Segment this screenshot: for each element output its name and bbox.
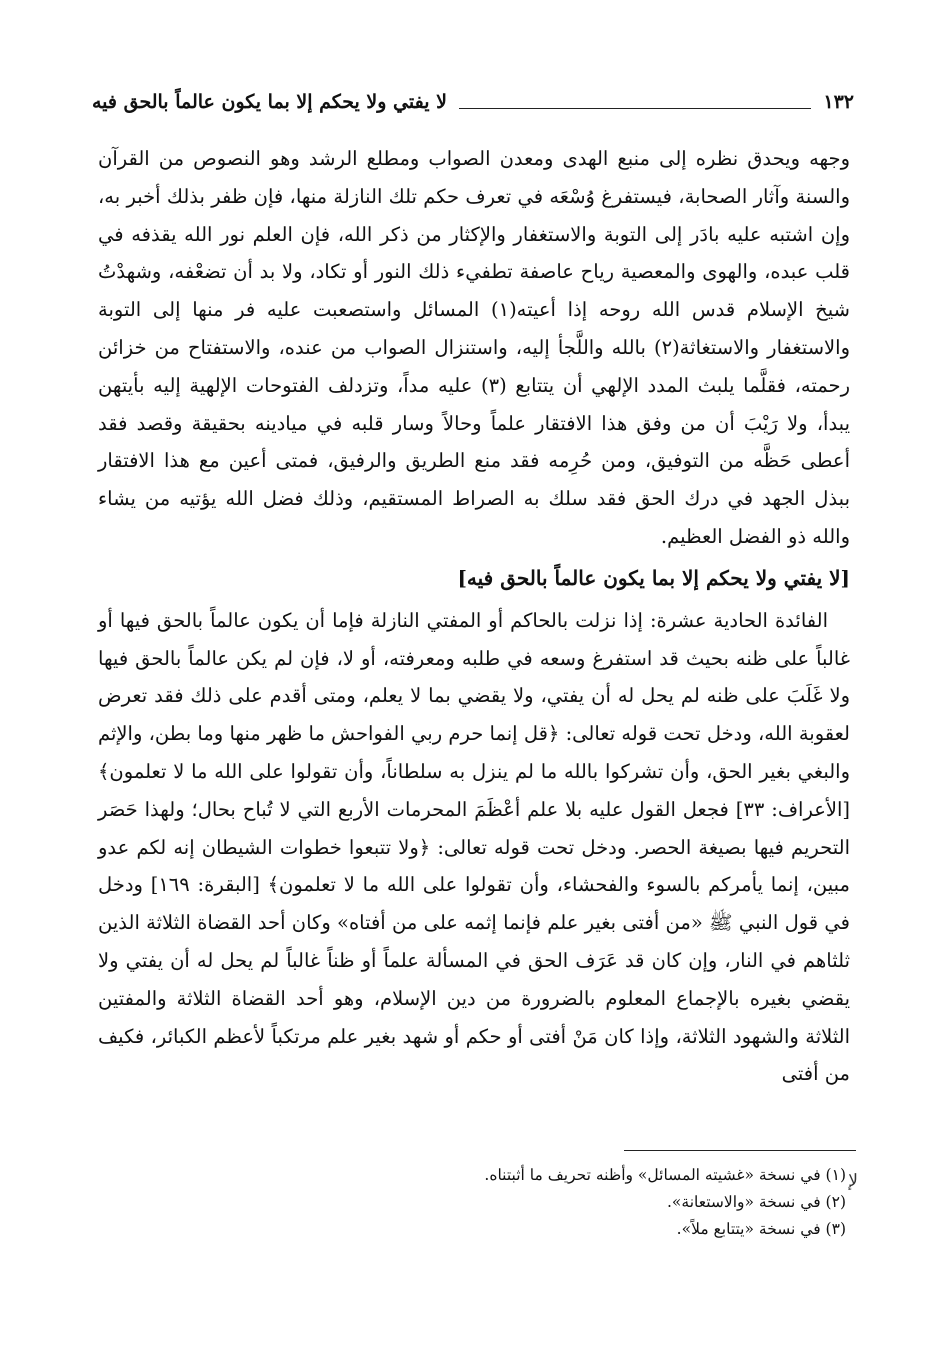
paragraph-eleventh-benefit: الفائدة الحادية عشرة: إذا نزلت بالحاكم أو المفتي النازلة فإما أن يكون عالماً بالحق فيها أو غالباً على ظنه بحيث قد استفرغ وسعه في طلبه ومعرفته، أو لا، فإن لم يكن عالماً بالحق فيها ولا غَلَبَ على ظنه لم يحل له أن يفتي، ولا يقضي بما لا يعلم، ومتى أقدم على ذلك فقد تعرض لعقوبة الله، ودخل تحت قوله تعالى: ﴿قل إنما حرم ربي الفواحش ما ظهر منها وما بطن، والإثم والبغي بغير الحق، وأن تشركوا بالله ما لم ينزل به سلطاناً، وأن تقولوا على الله ما لا تعلمون﴾ [الأعراف: ٣٣] فجعل القول عليه بلا علم أعْظَمَ المحرمات الأربع التي لا تُباح بحال؛ ولهذا حَصَر التحريم فيها بصيغة الحصر. ودخل تحت قوله تعالى: ﴿ولا تتبعوا خطوات الشيطان إنه لكم عدو مبين، إنما يأمركم بالسوء والفحشاء، وأن تقولوا على الله ما لا تعلمون﴾ [البقرة: ١٦٩] ودخل في قول النبي ﷺ «من أفتى بغير علم فإنما إثمه على من أفتاه» وكان أحد القضاة الثلاثة الذين ثلثاهم في النار، وإن كان قد عَرَف الحق في المسألة علماً أو ظناً غالباً لم يحل له أن يفتي ولا يقضي بغيره بالإجماع المعلوم بالضرورة من دين الإسلام، وهو أحد القضاة الثلاثة والمفتين الثلاثة والشهود الثلاثة، وإذا كان مَنْ أفتى أو حكم أو شهد بغير علم مرتكباً لأعظم الكبائر، فكيف من أفتى (98, 608, 850, 1086)
footnotes (300, 1162, 846, 1243)
footnote-3: (٣) في نسخة «يتتابع ملاً». (676, 1220, 846, 1238)
section-heading: [لا يفتي ولا يحكم إلا بما يكون عالماً بالحق فيه] (457, 565, 850, 590)
footnote-2: (٢) في نسخة «والاستعانة». (666, 1193, 846, 1211)
header-rule (459, 108, 811, 109)
page-number: ١٣٢ (823, 91, 854, 113)
footnote-1: (١) في نسخة «غشيته المسائل» وأظنه تحريف ما أثبتناه. (484, 1166, 846, 1184)
running-title: لا يفتي ولا يحكم إلا بما يكون عالماً بالحق فيه (92, 91, 447, 113)
footnote-separator (624, 1150, 856, 1151)
running-header (92, 86, 854, 118)
margin-mark: ﻹ (848, 1171, 858, 1191)
main-text (98, 140, 850, 1093)
paragraph-intro: وجهه ويحدق نظره إلى منبع الهدى ومعدن الصواب ومطلع الرشد وهو النصوص من القرآن والسنة وآثار الصحابة، فيستفرغ وُسْعَه في تعرف حكم تلك النازلة منها، فإن ظفر بذلك أخبر به، وإن اشتبه عليه بادَر إلى التوبة والاستغفار والإكثار من ذكر الله، فإن العلم نور الله يقذفه في قلب عبده، والهوى والمعصية رياح عاصفة تطفيء ذلك النور أو تكاد، ولا بد أن تضعْفه، وشهدْتُ شيخ الإسلام قدس الله روحه إذا أعيته(١) المسائل واستصعبت عليه فر منها إلى التوبة والاستغفار والاستغاثة(٢) بالله واللَّجأ إليه، واستنزال الصواب من عنده، والاستفتاح من خزائن رحمته، فقلَّما يلبث المدد الإلهي أن يتتابع (٣) عليه مداً، وتزدلف الفتوحات الإلهية إليه بأيتهن يبدأ، ولا رَيْبَ أن من وفق هذا الافتقار علماً وحالاً وسار قلبه في ميادينه بحقيقة وقصد فقد أعطى حَظَّه من التوفيق، ومن حُرِمه فقد منع الطريق والرفيق، فمتى أعين مع هذا الافتقار ببذل الجهد في درك الحق فقد سلك به الصراط المستقيم، وذلك فضل الله يؤتيه من يشاء والله ذو الفضل العظيم. (98, 147, 850, 548)
